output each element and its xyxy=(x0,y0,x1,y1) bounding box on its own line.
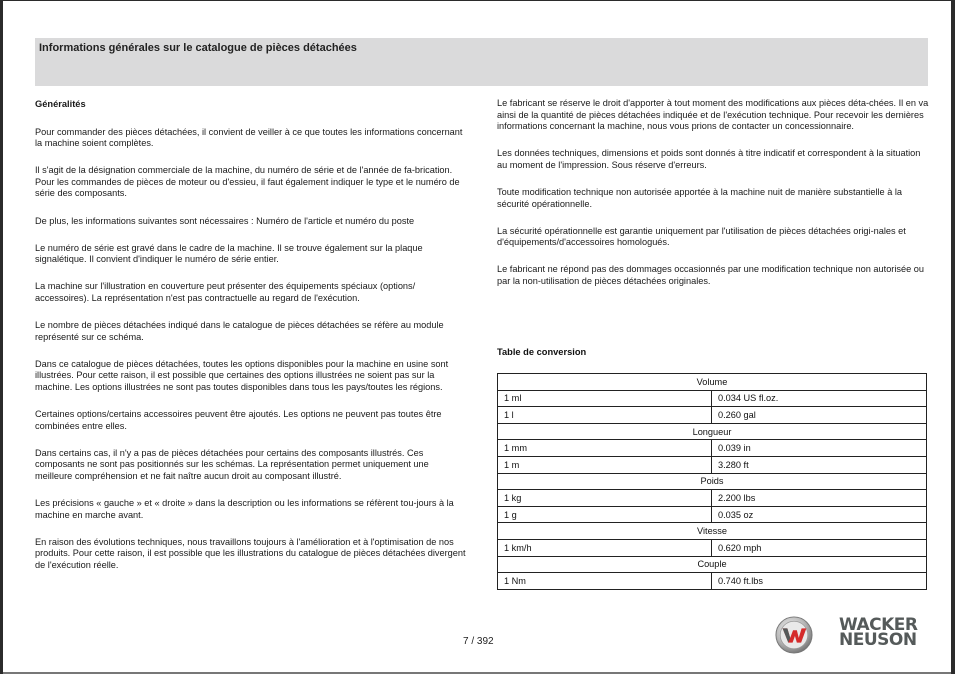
value-cell: 3.280 ft xyxy=(712,456,927,473)
group-label: Longueur xyxy=(498,423,927,440)
paragraph: Le fabricant ne répond pas des dommages occasionnés par une modification technique non autorisée ou par la non-utilisation de pièces détachées originales. xyxy=(497,264,924,286)
header-band xyxy=(35,38,928,86)
unit-cell: 1 ml xyxy=(498,390,712,407)
group-label: Poids xyxy=(498,473,927,490)
group-label: Volume xyxy=(498,374,927,391)
section-heading-generalites: Généralités xyxy=(35,99,86,109)
paragraph: Les précisions « gauche » et « droite » dans la description ou les informations se réfèrent tou-jours à la machine en marche avant. xyxy=(35,497,454,520)
table-group-row xyxy=(498,556,927,573)
value-cell: 2.200 lbs xyxy=(712,490,927,507)
paragraph: Les données techniques, dimensions et poids sont donnés à titre indicatif et correspondent à la situation au moment de l'impression. Sous réserve d'erreurs. xyxy=(497,148,921,170)
table-group-row xyxy=(498,374,927,391)
paragraph: Toute modification technique non autorisée apportée à la machine nuit de manière substantielle à la sécurité opérationnelle. xyxy=(497,186,903,209)
page-number: 7 / 392 xyxy=(463,636,494,647)
paragraph: Pour commander des pièces détachées, il convient de veiller à ce que toutes les informations concernant la machine soient complètes. xyxy=(35,126,463,149)
table-row xyxy=(498,573,927,590)
value-cell: 0.740 ft.lbs xyxy=(712,573,927,590)
unit-cell: 1 Nm xyxy=(498,573,712,590)
paragraph: Dans certains cas, il n'y a pas de pièces détachées pour certains des composants illustrés. Ces composants ne sont pas positionnés sur les schémas. La représentation permet uniquement une meilleure compréhension et ne fait naître aucun droit au composant illustré. xyxy=(35,447,429,481)
value-cell: 0.035 oz xyxy=(712,506,927,523)
right-column xyxy=(497,98,929,303)
paragraph: Le numéro de série est gravé dans le cadre de la machine. Il se trouve également sur la plaque signalétique. Il convient d'indiquer le numéro de série entier. xyxy=(35,242,423,265)
unit-cell: 1 mm xyxy=(498,440,712,457)
paragraph: Le nombre de pièces détachées indiqué dans le catalogue de pièces détachées se réfère au module représenté sur ce schéma. xyxy=(35,320,444,342)
page-title: Informations générales sur le catalogue de pièces détachées xyxy=(39,42,357,54)
value-cell: 0.260 gal xyxy=(712,407,927,424)
left-column xyxy=(35,99,467,587)
unit-cell: 1 g xyxy=(498,506,712,523)
value-cell: 0.039 in xyxy=(712,440,927,457)
paragraph: La sécurité opérationnelle est garantie uniquement par l'utilisation de pièces détachées origi-nales et d'équipements/d'accessoires homologués. xyxy=(497,225,906,248)
table-group-row xyxy=(498,423,927,440)
paragraph: Il s'agit de la désignation commerciale de la machine, du numéro de série et de l'année de fa-brication. Pour les commandes de pièces de moteur ou d'essieu, il faut également indiquer le type et le numéro de série des composants. xyxy=(35,165,460,199)
value-cell: 0.034 US fl.oz. xyxy=(712,390,927,407)
table-row xyxy=(498,506,927,523)
value-cell: 0.620 mph xyxy=(712,539,927,556)
table-row xyxy=(498,440,927,457)
table-row xyxy=(498,407,927,424)
paragraph: Dans ce catalogue de pièces détachées, toutes les options disponibles pour la machine en usine sont illustrées. Pour cette raison, il est possible que certaines des options illustrées ne soient pas sur la machine. Les options illustrées ne sont pas toutes disponibles dans tous les pays/toutes les régions. xyxy=(35,358,449,392)
group-label: Couple xyxy=(498,556,927,573)
table-row xyxy=(498,390,927,407)
logo-line-1: WACKER xyxy=(839,615,918,635)
group-label: Vitesse xyxy=(498,523,927,540)
paragraph: De plus, les informations suivantes sont nécessaires : Numéro de l'article et numéro du poste xyxy=(35,215,415,226)
paragraph: Certaines options/certains accessoires peuvent être ajoutés. Les options ne peuvent pas toutes être combinées entre elles. xyxy=(35,409,442,431)
table-row xyxy=(498,456,927,473)
table-group-row xyxy=(498,523,927,540)
wacker-neuson-logo xyxy=(839,615,918,650)
document-page xyxy=(3,1,951,674)
unit-cell: 1 kg xyxy=(498,490,712,507)
conversion-table-heading: Table de conversion xyxy=(497,347,587,357)
table-group-row xyxy=(498,473,927,490)
paragraph: La machine sur l'illustration en couverture peut présenter des équipements spéciaux (options/ accessoires). La représentation n'est pas contractuelle au regard de l'exécution. xyxy=(35,281,416,303)
table-row xyxy=(498,490,927,507)
unit-cell: 1 m xyxy=(498,456,712,473)
paragraph: En raison des évolutions techniques, nous travaillons toujours à l'amélioration et à l'optimisation de nos produits. Pour cette raison, il est possible que les illustrations du catalogue de pièces détachées divergent de l'exécution réelle. xyxy=(35,536,466,570)
paragraph: Le fabricant se réserve le droit d'apporter à tout moment des modifications aux pièces déta-chées. Il en va ainsi de la quantité de pièces détachées indiquée et de l'exécution technique. Pour recevoir les dernières informations concernant la machine, nous vous prions de contacter un concessionnaire. xyxy=(497,98,929,132)
unit-cell: 1 km/h xyxy=(498,539,712,556)
table-row xyxy=(498,539,927,556)
conversion-table xyxy=(497,373,927,590)
unit-cell: 1 l xyxy=(498,407,712,424)
wacker-neuson-emblem-icon xyxy=(775,616,813,654)
logo-line-2: NEUSON xyxy=(839,630,917,650)
